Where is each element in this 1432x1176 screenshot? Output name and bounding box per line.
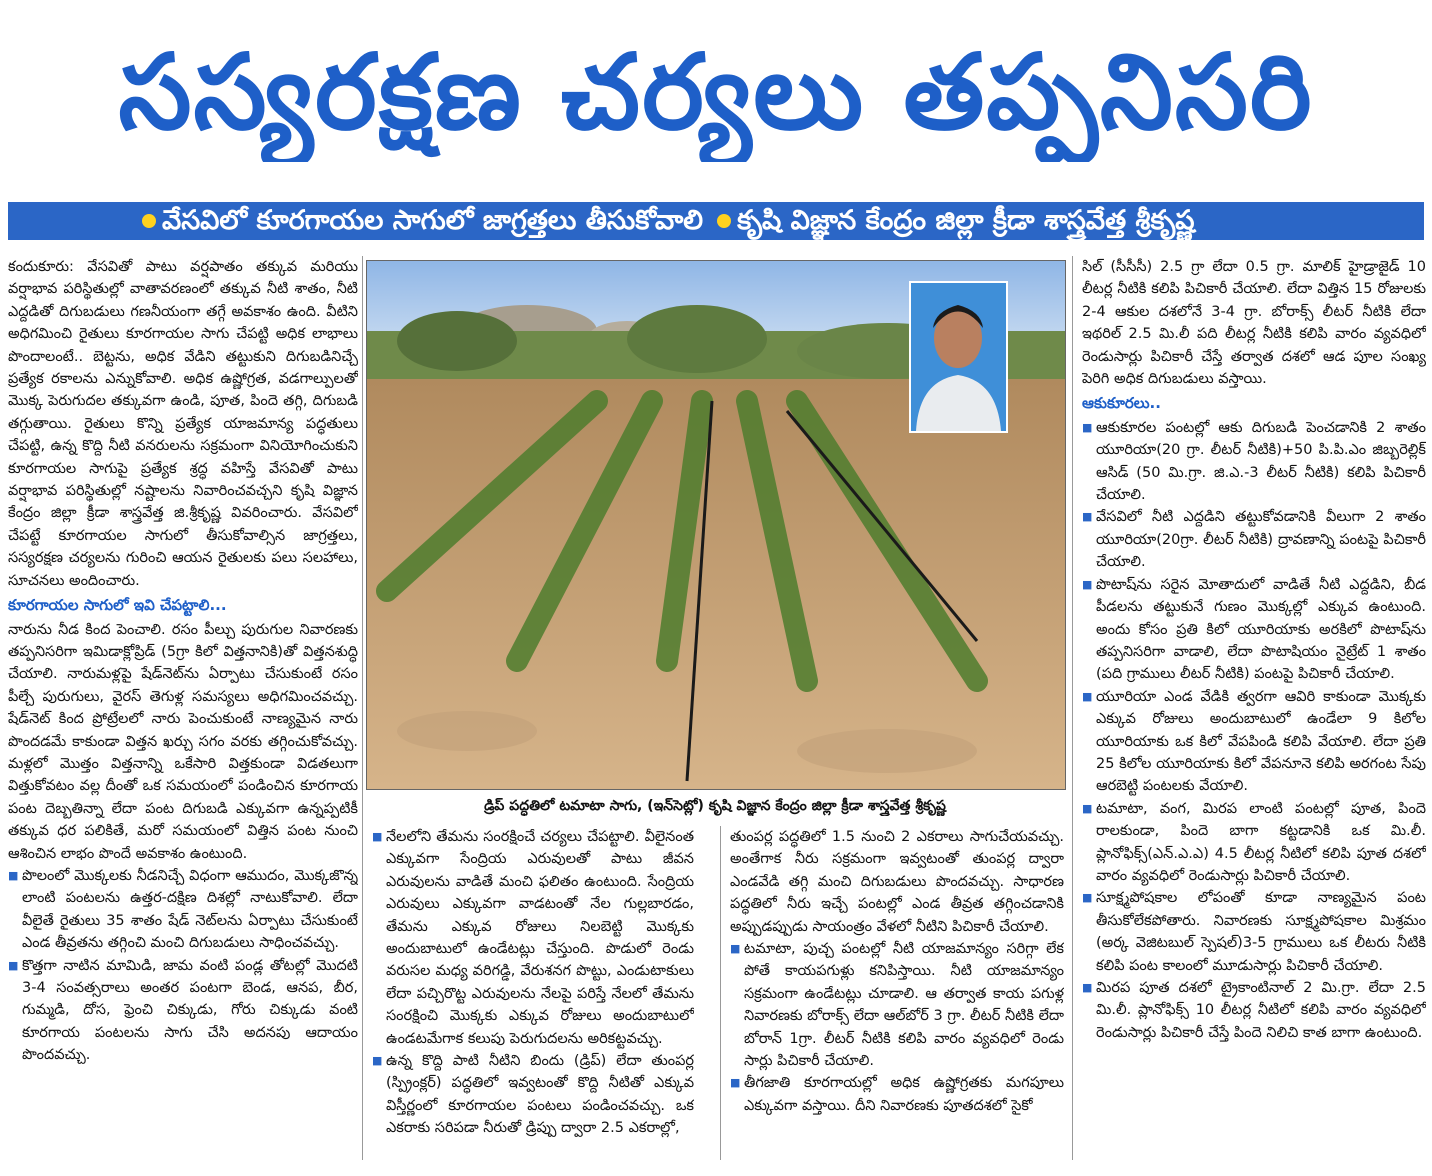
paragraph: తుంపర్ల పద్ధతిలో 1.5 నుంచి 2 ఎకరాలు సాగుచేయవచ్చు. అంతేగాక నీరు సక్రమంగా ఇవ్వటంతో తుంపర్ల ద్వారా ఎండవేడి తగ్గి మంచి దిగుబడులు పొందవచ్చు. సాధారణ పద్ధతిలో నీరు ఇచ్చే పంటల్లో ఎండ తీవ్రత తగ్గించడానికి అప్పుడప్పుడు సాయంత్రం వేళలో నీటిని పిచికారీ చేయాలి. (730, 829, 1064, 935)
column-divider (362, 256, 363, 1160)
list-item: ■ ఆకుకూరల పంటల్లో ఆకు దిగుబడి పెంచడానికి 2 శాతం యూరియా(20 గ్రా. లీటర్ నీటికి)+50 పి.పి.ఎం జిబ్బరెల్లిక్ ఆసిడ్ (50 మి.గ్రా. జి.ఎ.-3 లీటర్ నీటికి) కలిపి పిచికారీ చేయాలి. (1082, 417, 1426, 507)
field-photo (366, 260, 1066, 790)
bullet-dot-icon (142, 214, 156, 228)
list-item: ■ ఉన్న కొద్ది పాటి నీటిని బిందు (డ్రిప్) లేదా తుంపర్ల (స్ప్రింక్లర్) పద్ధతిలో ఇవ్వటంతో కొద్ది నీటితో ఎక్కువ విస్తీర్ణంలో కూరగాయల పంటలు పండించవచ్చు. ఒక ఎకరాకు సరిపడా నీరుతో డ్రిప్పు ద్వారా 2.5 ఎకరాల్లో, (372, 1050, 694, 1140)
column-1 (8, 256, 358, 1160)
section-subhead: కూరగాయల సాగులో ఇవి చేపట్టాలి... (8, 596, 227, 615)
list-item: ■ పొటాష్‌ను సరైన మోతాదులో వాడితే నీటి ఎద్దడిని, బీడ పీడలను తట్టుకునే గుణం మొక్కల్లో ఎక్కువ ఉంటుంది. అందు కోసం ప్రతి కిలో యూరియాకు అరకిలో పొటాష్‌ను తప్పనిసరిగా వాడాలి, లేదా పొటాషియం నైట్రేట్ 1 శాతం (పది గ్రాములు లీటర్ నీటికి) పంటపై పిచికారీ చేయాలి. (1082, 574, 1426, 686)
list-item: ■ తీగజాతి కూరగాయల్లో అధిక ఉష్ణోగ్రతకు మగపూలు ఎక్కువగా వస్తాయి. దీని నివారణకు పూతదశలో సైకో (730, 1072, 1064, 1117)
column-3 (730, 826, 1064, 1160)
banner-point-1: వేసవిలో కూరగాయల సాగులో జాగ్రత్తలు తీసుకోవాలి (162, 205, 704, 236)
column-divider (1072, 256, 1073, 1160)
column-4 (1082, 256, 1426, 1160)
bullet-list (1082, 417, 1426, 1044)
banner-point-2: కృషి విజ్ఞాన కేంద్రం జిల్లా క్రీడా శాస్త్రవేత్త శ్రీకృష్ణ (737, 205, 1195, 236)
list-item: ■ పొలంలో మొక్కలకు నీడనిచ్చే విధంగా ఆముదం, మొక్కజొన్న లాంటి పంటలను ఉత్తర-దక్షిణ దిశల్లో నాటుకోవాలి. లేదా వీలైతే రైతులు 35 శాతం షేడ్ నెట్‌లను ఏర్పాటు చేసుకుంటే ఎండ తీవ్రతను తగ్గించి మంచి దిగుబడులు సాధించవచ్చు. (8, 865, 358, 955)
bullet-list (372, 826, 694, 1140)
paragraph: సిల్ (సీసీసీ) 2.5 గ్రా లేదా 0.5 గ్రా. మాలిక్ హైడ్రాజైడ్ 10 లీటర్ల నీటికి కలిపి పిచికారీ చేయాలి. లేదా విత్తిన 15 రోజులకు 2-4 ఆకుల దశలోనే 3-4 గ్రా. బోరాక్స్ లీటర్ నీటికి లేదా ఇథరిల్ 2.5 మి.లీ పది లీటర్ల నీటికి కలిపి వారం వ్యవధిలో రెండుసార్లు పిచికారీ చేస్తే తర్వాత దశలో ఆడ పూల సంఖ్య పెరిగి అధిక దిగుబడులు వస్తాయి. (1082, 259, 1426, 388)
list-item: ■ టమాటా, వంగ, మిరప లాంటి పంటల్లో పూత, పిందె రాలకుండా, పిందె బాగా కట్టడానికి ఒక మి.లీ. ప్లానోఫిక్స్(ఎన్.ఎ.ఎ) 4.5 లీటర్ల నీటిలో కలిపి పూత దశలో వారం వ్యవధిలో రెండుసార్లు పిచికారీ చేయాలి. (1082, 798, 1426, 888)
list-item: ■ కొత్తగా నాటిన మామిడి, జామ వంటి పండ్ల తోటల్లో మొదటి 3-4 సంవత్సరాలు అంతర పంటగా బెండ, ఆనప, బీర, గుమ్మడి, దోస, ఫ్రెంచి చిక్కుడు, గోరు చిక్కుడు వంటి కూరగాయ పంటలను సాగు చేసి అదనపు ఆదాయం పొందవచ్చు. (8, 955, 358, 1067)
bullet-list (730, 938, 1064, 1117)
photo-caption: డ్రిప్ పద్ధతిలో టమాటా సాగు, (ఇన్‌సెట్లో) కృషి విజ్ఞాన కేంద్రం జిల్లా క్రీడా శాస్త్రవేత్త శ్రీకృష్ణ (484, 798, 946, 814)
intro-paragraph: కందుకూరు: వేసవితో పాటు వర్షపాతం తక్కువ మరియు వర్షాభావ పరిస్థితుల్లో వాతావరణంలో తక్కువ నీటి శాతం, నీటి ఎద్దడితో దిగుబడులు గణనీయంగా తగ్గే అవకాశం ఉంది. వీటిని అధిగమించి రైతులు కూరగాయల సాగు చేపట్టి అధిక లాభాలు పొందాలంటే.. బెట్టను, అధిక వేడిని తట్టుకుని దిగుబడినిచ్చే ప్రత్యేక రకాలను ఎన్నుకోవాలి. అధిక ఉష్ణోగ్రత, వడగాల్పులతో మొక్క పెరుగుదల తక్కువగా ఉండి, పూత, పిందె తగ్గి, దిగుబడి తగ్గుతాయి. రైతులు కొన్ని ప్రత్యేక యాజమాన్య పద్ధతులు చేపట్టి, ఉన్న కొద్ది నీటి వనరులను సక్రమంగా వినియోగించుకుని కూరగాయల సాగుపై ప్రత్యేక శ్రద్ధ వహిస్తే వేసవితో పాటు వర్షాభావ పరిస్థితుల్లో నష్టాలను నివారించవచ్చని కృషి విజ్ఞాన కేంద్రం జిల్లా క్రీడా శాస్త్రవేత్త జి.శ్రీకృష్ణ వివరించారు. వేసవిలో చేపట్టే కూరగాయల సాగులో తీసుకోవాల్సిన జాగ్రత్తలు, సస్యరక్షణ చర్యలను గురించి ఆయన రైతులకు పలు సలహాలు, సూచనలు అందించారు. (8, 259, 358, 589)
bullet-list (8, 865, 358, 1067)
paragraph: నారును నీడ కింద పెంచాలి. రసం పీల్చు పురుగుల నివారణకు తప్పనిసరిగా ఇమిడాక్లోప్రిడ్ (5గ్రా కిలో విత్తనానికి)తో విత్తనశుద్ధి చేయాలి. నారుమళ్లపై షేడ్‌నెట్‌ను ఏర్పాటు చేసుకుంటే రసం పీల్చే పురుగులు, వైరస్ తెగుళ్ల సమస్యలు అధిగమించవచ్చు. షేడ్‌నెట్ కింద ప్రోట్రేలలో నారు పెంచుకుంటే నాణ్యమైన నారు పొందడమే కాకుండా విత్తన ఖర్చు సగం వరకు తగ్గించుకోవచ్చు. మళ్లలో మొత్తం విత్తనాన్ని ఒకేసారి విత్తకుండా విడతలుగా విత్తుకోవటం వల్ల దీంతో ఒక సమయంలో పండించిన కూరగాయ పంట దెబ్బతిన్నా లేదా పంట దిగుబడి ఎక్కువగా ఉన్నప్పటికీ తక్కువ ధర పలికితే, మరో సమయంలో విత్తిన పంట నుంచి ఆశించిన లాభం పొందే అవకాశం ఉంటుంది. (8, 621, 358, 862)
list-item: ■ యూరియా ఎండ వేడికి త్వరగా ఆవిరి కాకుండా మొక్కకు ఎక్కువ రోజులు అందుబాటులో ఉండేలా 9 కిలోల యూరియాకు ఒక కిలో వేపపిండి కలిపి వేయాలి. లేదా ప్రతి 25 కిలోల యూరియాకు కిలో వేపనూనె కలిపి అరగంట సేపు ఆరబెట్టి పంటలకు వేయాలి. (1082, 686, 1426, 798)
column-divider (720, 826, 721, 1160)
section-subhead: ఆకుకూరలు.. (1082, 394, 1161, 413)
list-item: ■ నేలలోని తేమను సంరక్షించే చర్యలు చేపట్టాలి. వీలైనంత ఎక్కువగా సేంద్రియ ఎరువులతో పాటు జీవన ఎరువులను వాడితే మంచి ఫలితం ఉంటుంది. సేంద్రియ ఎరువులు ఎక్కువగా వాడటంతో నేల గుల్లబారడం, తేమను ఎక్కువ రోజులు నిలబెట్టి మొక్కకు అందుబాటులో ఉండేటట్లు చేస్తుంది. పొడులో రెండు వరుసల మధ్య వరిగడ్డి, వేరుశనగ పొట్టు, ఎండుటాకులు లేదా పచ్చిరొట్ట ఎరువులను నేలపై పరిస్తే నేలలో తేమను సంరక్షించి మొక్కకు ఎక్కువ రోజులు అందుబాటులో ఉండటమేగాక కలుపు పెరుగుదలను అరికట్టవచ్చు. (372, 826, 694, 1050)
column-2 (372, 826, 694, 1160)
inset-portrait (909, 281, 1008, 433)
list-item: ■ వేసవిలో నీటి ఎద్దడిని తట్టుకోవడానికి వీలుగా 2 శాతం యూరియా(20గ్రా. లీటర్ నీటికి) ద్రావణాన్ని పంటపై పిచికారీ చేయాలి. (1082, 506, 1426, 573)
subhead-banner (8, 202, 1424, 240)
headline: సస్యరక్షణ చర్యలు తప్పనిసరి (118, 31, 1314, 153)
list-item: ■ సూక్ష్మపోషకాల లోపంతో కూడా నాణ్యమైన పంట తీసుకోలేకపోతారు. నివారణకు సూక్ష్మపోషకాల మిశ్రమం (అర్క వెజిటబుల్ స్పెషల్)3-5 గ్రాములు ఒక లీటరు నీటికి కలిపి పంట కాలంలో మూడుసార్లు పిచికారీ చేయాలి. (1082, 887, 1426, 977)
list-item: ■ టమాటా, పుచ్చ పంటల్లో నీటి యాజమాన్యం సరిగ్గా లేక పోతే కాయపగుళ్లు కనిపిస్తాయి. నీటి యాజమాన్యం సక్రమంగా ఉండేటట్లు చూడాలి. ఆ తర్వాత కాయ పగుళ్ల నివారణకు బోరాక్స్ లేదా ఆల్‌బోర్ 3 గ్రా. లీటర్ నీటికి లేదా బోరాన్ 1గ్రా. లీటర్ నీటికి కలిపి వారం వ్యవధిలో రెండు సార్లు పిచికారీ చేయాలి. (730, 938, 1064, 1072)
portrait-photo-icon (911, 283, 1006, 431)
bullet-dot-icon (717, 214, 731, 228)
list-item: ■ మిరప పూత దశలో ట్రైకాంటినాల్ 2 మి.గ్రా. లేదా 2.5 మి.లీ. ప్లానోఫిక్స్ 10 లీటర్ల నీటిలో కలిపి వారం వ్యవధిలో రెండుసార్లు పిచికారీ చేస్తే పిందె నిలిచి కాత బాగా ఉంటుంది. (1082, 977, 1426, 1044)
